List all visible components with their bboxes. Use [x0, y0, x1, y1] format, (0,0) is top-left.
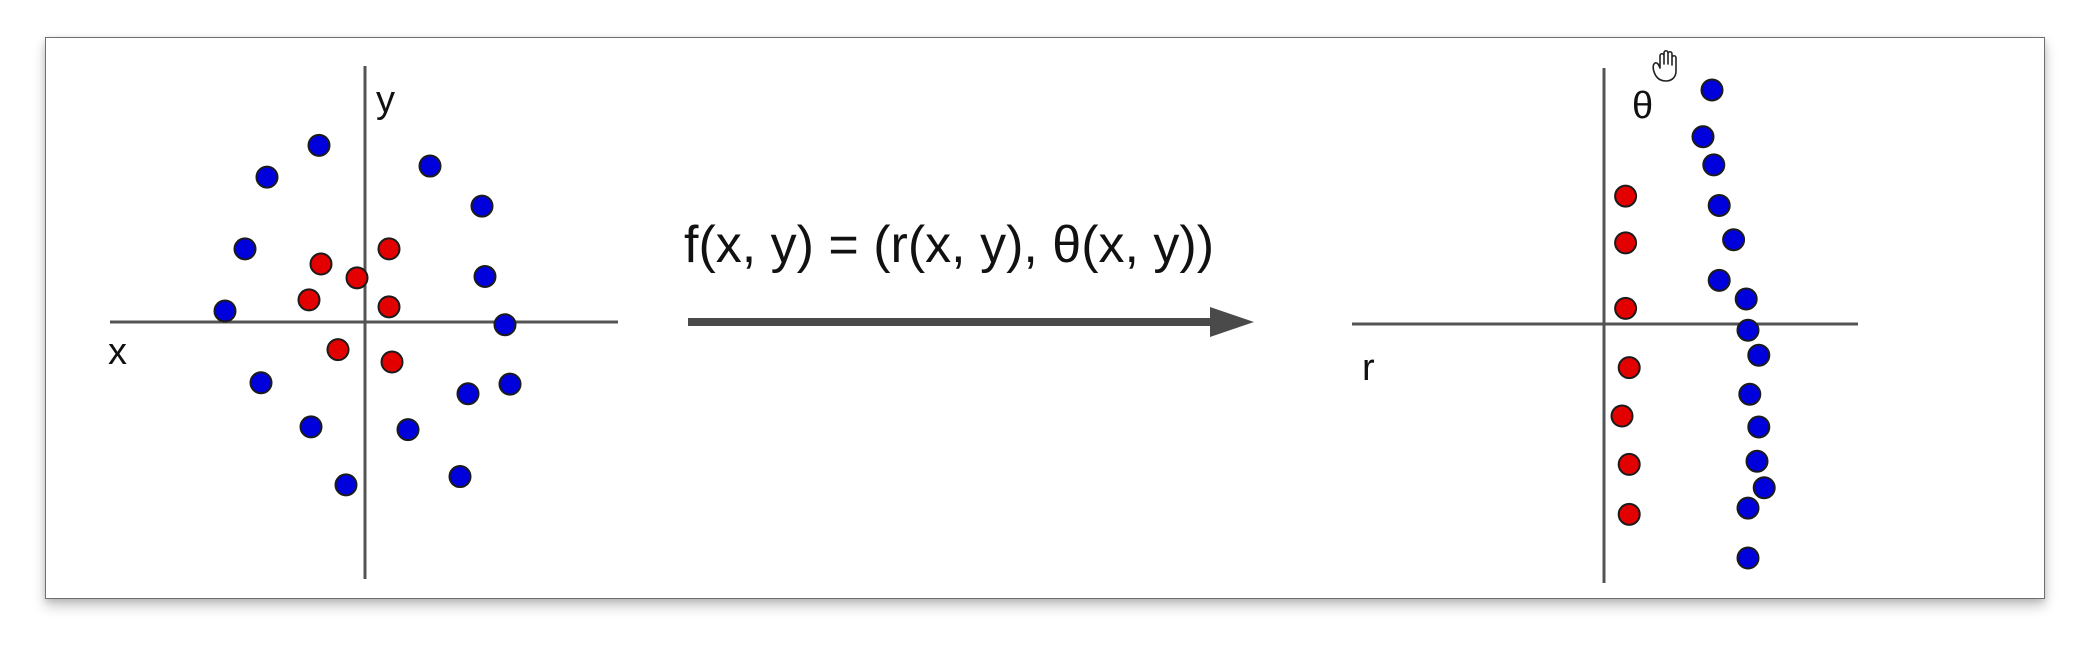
right-blue-point — [1723, 229, 1744, 250]
right-blue-point — [1738, 498, 1759, 519]
left-blue-point — [257, 167, 278, 188]
left-blue-point — [475, 266, 496, 287]
left-blue-point — [450, 466, 471, 487]
left-blue-point — [398, 419, 419, 440]
right-red-point — [1619, 504, 1640, 525]
left-blue-point — [235, 238, 256, 259]
right-blue-point — [1748, 416, 1769, 437]
left-blue-point — [420, 156, 441, 177]
left-red-point — [382, 352, 403, 373]
left-blue-point — [301, 416, 322, 437]
right-red-point — [1615, 186, 1636, 207]
left-y-label: y — [376, 79, 395, 121]
left-red-point — [379, 296, 400, 317]
right-blue-point — [1736, 289, 1757, 310]
right-red-point — [1612, 406, 1633, 427]
right-blue-point — [1702, 80, 1723, 101]
right-blue-point — [1709, 195, 1730, 216]
left-red-point — [347, 267, 368, 288]
right-red-point — [1619, 454, 1640, 475]
right-blue-point — [1703, 154, 1724, 175]
left-red-point — [379, 238, 400, 259]
left-red-point — [311, 254, 332, 275]
left-red-point — [299, 289, 320, 310]
mapping-formula: f(x, y) = (r(x, y), θ(x, y)) — [684, 216, 1215, 274]
left-red-point — [328, 339, 349, 360]
right-blue-point — [1709, 270, 1730, 291]
right-red-point — [1615, 232, 1636, 253]
right-blue-point — [1738, 548, 1759, 569]
right-blue-point — [1748, 345, 1769, 366]
left-blue-point — [336, 474, 357, 495]
right-x-label: r — [1362, 347, 1375, 389]
left-blue-point — [495, 314, 516, 335]
left-points-group — [215, 135, 521, 495]
left-x-label: x — [108, 331, 127, 373]
right-blue-point — [1739, 384, 1760, 405]
right-blue-point — [1693, 126, 1714, 147]
right-blue-point — [1754, 477, 1775, 498]
right-blue-point — [1738, 320, 1759, 341]
left-blue-point — [472, 196, 493, 217]
right-blue-point — [1747, 451, 1768, 472]
mapping-arrow-head — [1210, 307, 1254, 337]
right-red-point — [1619, 357, 1640, 378]
left-blue-point — [309, 135, 330, 156]
left-blue-point — [251, 372, 272, 393]
left-blue-point — [215, 300, 236, 321]
left-blue-point — [458, 383, 479, 404]
right-y-label: θ — [1632, 85, 1654, 127]
left-blue-point — [500, 374, 521, 395]
right-red-point — [1615, 298, 1636, 319]
hand-grab-icon — [1653, 51, 1676, 81]
